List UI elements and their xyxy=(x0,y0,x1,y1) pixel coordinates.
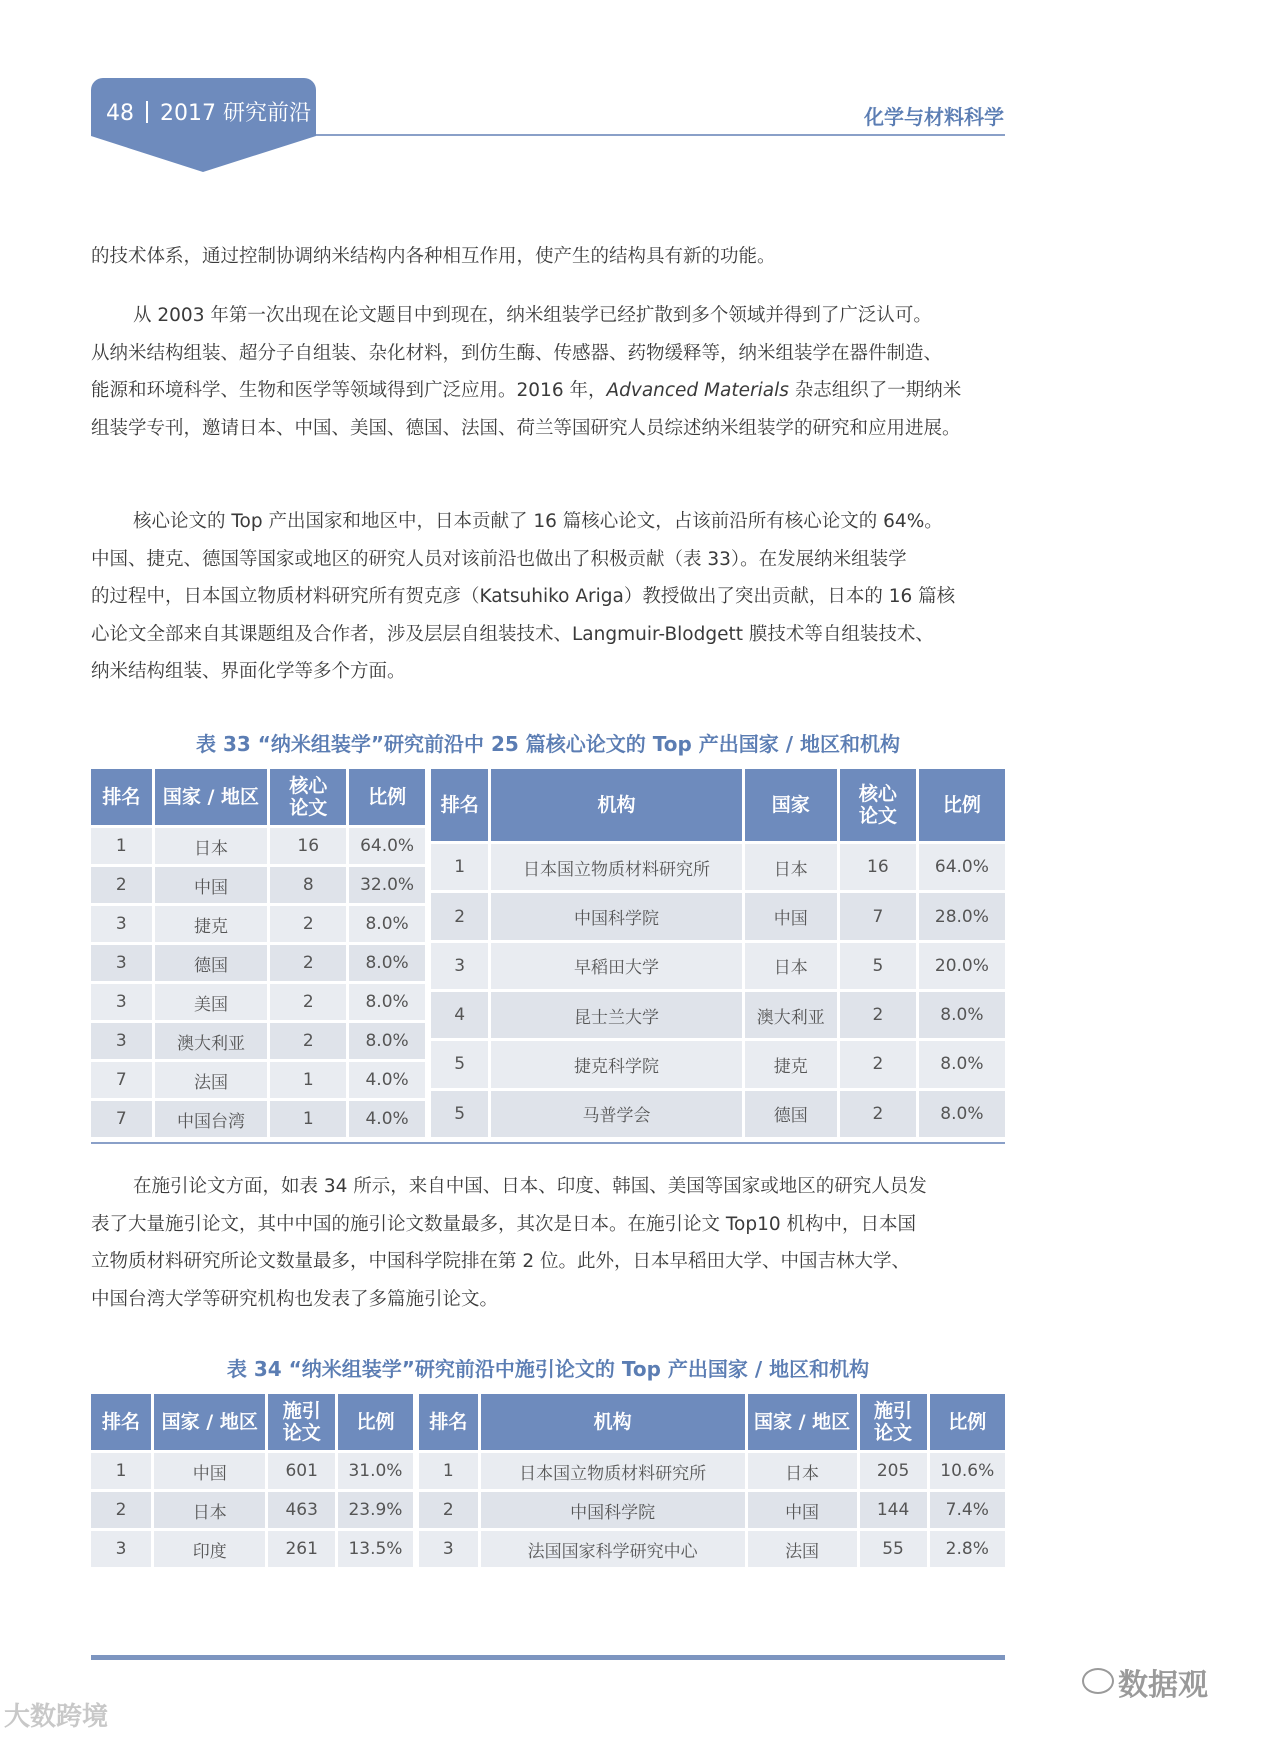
table-cell: 32.0% xyxy=(349,867,425,903)
table-row xyxy=(91,984,425,1020)
table-cell: 601 xyxy=(268,1453,334,1489)
table-row xyxy=(431,1041,1005,1087)
table-row xyxy=(91,945,425,981)
table-cell: 3 xyxy=(431,943,488,989)
text-line: 从 2003 年第一次出现在论文题目中到现在，纳米组装学已经扩散到多个领域并得到了广泛认可。 xyxy=(133,305,932,326)
table-cell: 3 xyxy=(91,945,152,981)
table-cell: 2 xyxy=(270,945,346,981)
column-header: 比例 xyxy=(930,1394,1005,1450)
page-number: 48 xyxy=(106,101,134,126)
column-header: 国家 xyxy=(745,769,837,841)
table-header-row xyxy=(419,1394,1005,1450)
table-33 xyxy=(88,766,1008,1140)
table-cell: 20.0% xyxy=(919,943,1005,989)
table-cell: 中国科学院 xyxy=(491,893,741,939)
watermark-left: 大数跨境 xyxy=(4,1702,109,1732)
table-cell: 5 xyxy=(840,943,916,989)
table-33-institutions xyxy=(428,766,1008,1140)
table-cell: 2 xyxy=(431,893,488,939)
table-cell: 8.0% xyxy=(349,906,425,942)
table-row xyxy=(91,906,425,942)
table-33-countries xyxy=(88,766,428,1140)
table-row xyxy=(431,943,1005,989)
table-cell: 捷克 xyxy=(745,1041,837,1087)
text-line: 立物质材料研究所论文数量最多，中国科学院排在第 2 位。此外，日本早稻田大学、中国吉林大学、 xyxy=(91,1251,911,1272)
paragraph-1 xyxy=(91,238,1005,276)
table-row xyxy=(91,1492,413,1528)
table-row xyxy=(91,867,425,903)
text-run: 杂志组织了一期纳米 xyxy=(788,380,962,401)
column-header: 排名 xyxy=(91,769,152,825)
table-cell: 205 xyxy=(860,1453,927,1489)
table-cell: 3 xyxy=(91,984,152,1020)
table-row xyxy=(419,1531,1005,1567)
table-34-institutions xyxy=(416,1391,1008,1570)
table-cell: 13.5% xyxy=(338,1531,413,1567)
table-cell: 4.0% xyxy=(349,1101,425,1137)
table-cell: 澳大利亚 xyxy=(745,992,837,1038)
table-cell: 8.0% xyxy=(349,1023,425,1059)
text-line: 组装学专刊，邀请日本、中国、美国、德国、法国、荷兰等国研究人员综述纳米组装学的研究和应用进展。 xyxy=(91,417,961,439)
table-cell: 8.0% xyxy=(349,984,425,1020)
table-cell: 印度 xyxy=(154,1531,265,1567)
table-cell: 3 xyxy=(91,1023,152,1059)
table-34 xyxy=(88,1391,1008,1570)
table-33-caption: 表 33 “纳米组装学”研究前沿中 25 篇核心论文的 Top 产出国家 / 地区和机构 xyxy=(195,732,900,756)
table-cell: 日本 xyxy=(748,1453,857,1489)
table-cell: 早稻田大学 xyxy=(491,943,741,989)
table-cell: 4.0% xyxy=(349,1062,425,1098)
column-header: 施引 论文 xyxy=(860,1394,927,1450)
text-line: 表了大量施引论文，其中中国的施引论文数量最多，其次是日本。在施引论文 Top10 机构中，日本国 xyxy=(91,1213,917,1235)
table-cell: 德国 xyxy=(745,1091,837,1137)
table-cell: 3 xyxy=(419,1531,478,1567)
text-line: 心论文全部来自其课题组及合作者，涉及层层自组装技术、Langmuir-Blodgett 膜技术等自组装技术、 xyxy=(91,623,934,645)
table-header-row xyxy=(431,769,1005,841)
table-row xyxy=(419,1453,1005,1489)
column-header: 比例 xyxy=(919,769,1005,841)
text-line: 纳米结构组装、界面化学等多个方面。 xyxy=(91,661,406,682)
table-cell: 澳大利亚 xyxy=(155,1023,268,1059)
table-cell: 64.0% xyxy=(349,828,425,864)
table-cell: 3 xyxy=(91,906,152,942)
table-row xyxy=(91,828,425,864)
table-cell: 261 xyxy=(268,1531,334,1567)
table-cell: 捷克科学院 xyxy=(491,1041,741,1087)
text-line: 从纳米结构组装、超分子自组装、杂化材料，到仿生酶、传感器、药物缓释等，纳米组装学在器件制造、 xyxy=(91,342,943,364)
table-cell: 2 xyxy=(840,1041,916,1087)
table-cell: 4 xyxy=(431,992,488,1038)
table-cell: 2 xyxy=(840,992,916,1038)
table-cell: 捷克 xyxy=(155,906,268,942)
column-header: 比例 xyxy=(349,769,425,825)
table-cell: 1 xyxy=(419,1453,478,1489)
table-cell: 1 xyxy=(91,828,152,864)
text-line xyxy=(91,372,1005,410)
journal-name: Advanced Materials xyxy=(606,380,789,401)
header-rule xyxy=(316,134,1005,136)
table-row xyxy=(419,1492,1005,1528)
column-header: 国家 / 地区 xyxy=(748,1394,857,1450)
table-cell: 16 xyxy=(840,844,916,890)
table-cell: 144 xyxy=(860,1492,927,1528)
column-header: 国家 / 地区 xyxy=(155,769,268,825)
table-cell: 法国国家科学研究中心 xyxy=(481,1531,745,1567)
table-cell: 日本国立物质材料研究所 xyxy=(491,844,741,890)
column-header: 机构 xyxy=(491,769,741,841)
table-row xyxy=(91,1531,413,1567)
table-row xyxy=(91,1453,413,1489)
table-row xyxy=(91,1023,425,1059)
table-cell: 2 xyxy=(270,1023,346,1059)
text-line: 在施引论文方面，如表 34 所示，来自中国、日本、印度、韩国、美国等国家或地区的研究人员发 xyxy=(133,1176,927,1197)
column-header: 核心 论文 xyxy=(840,769,916,841)
column-header: 机构 xyxy=(481,1394,745,1450)
table-cell: 2 xyxy=(91,867,152,903)
paragraph-2 xyxy=(91,297,1005,447)
table-cell: 8.0% xyxy=(919,1091,1005,1137)
table-cell: 法国 xyxy=(748,1531,857,1567)
table-cell: 2 xyxy=(270,906,346,942)
header-tab-point xyxy=(91,136,316,172)
wechat-icon xyxy=(1082,1668,1114,1694)
text-run: 能源和环境科学、生物和医学等领域得到广泛应用。2016 年， xyxy=(91,380,607,401)
table-cell: 1 xyxy=(270,1101,346,1137)
table-header-row xyxy=(91,769,425,825)
table-cell: 2 xyxy=(419,1492,478,1528)
column-header: 国家 / 地区 xyxy=(154,1394,265,1450)
table-cell: 8.0% xyxy=(919,992,1005,1038)
table-header-row xyxy=(91,1394,413,1450)
table-cell: 美国 xyxy=(155,984,268,1020)
table-cell: 日本 xyxy=(155,828,268,864)
table-cell: 55 xyxy=(860,1531,927,1567)
column-header: 排名 xyxy=(431,769,488,841)
table-row xyxy=(431,844,1005,890)
table-cell: 2 xyxy=(270,984,346,1020)
table-row xyxy=(91,1101,425,1137)
table-cell: 5 xyxy=(431,1041,488,1087)
text-line: 核心论文的 Top 产出国家和地区中，日本贡献了 16 篇核心论文，占该前沿所有核心论文的 64%。 xyxy=(133,511,943,532)
column-header: 排名 xyxy=(91,1394,151,1450)
table-34-countries xyxy=(88,1391,416,1570)
table-cell: 8 xyxy=(270,867,346,903)
table-cell: 日本国立物质材料研究所 xyxy=(481,1453,745,1489)
table-cell: 1 xyxy=(91,1453,151,1489)
table-row xyxy=(431,1091,1005,1137)
text-line: 中国台湾大学等研究机构也发表了多篇施引论文。 xyxy=(91,1288,499,1310)
table-cell: 日本 xyxy=(745,943,837,989)
paragraph-3 xyxy=(91,503,1005,691)
text-line: 中国、捷克、德国等国家或地区的研究人员对该前沿也做出了积极贡献（表 33）。在发展纳米组装学 xyxy=(91,548,907,570)
table-cell: 法国 xyxy=(155,1062,268,1098)
section-title: 化学与材料科学 xyxy=(864,105,1004,129)
table-cell: 中国 xyxy=(748,1492,857,1528)
table-cell: 德国 xyxy=(155,945,268,981)
report-title: 2017 研究前沿 xyxy=(160,101,311,126)
table-row xyxy=(91,1062,425,1098)
column-header: 排名 xyxy=(419,1394,478,1450)
table-cell: 64.0% xyxy=(919,844,1005,890)
table-cell: 463 xyxy=(268,1492,334,1528)
column-header: 施引 论文 xyxy=(268,1394,334,1450)
table-cell: 2.8% xyxy=(930,1531,1005,1567)
table-cell: 2 xyxy=(840,1091,916,1137)
table-34-caption: 表 34 “纳米组装学”研究前沿中施引论文的 Top 产出国家 / 地区和机构 xyxy=(226,1357,870,1381)
table-cell: 31.0% xyxy=(338,1453,413,1489)
table-cell: 中国科学院 xyxy=(481,1492,745,1528)
table-cell: 8.0% xyxy=(919,1041,1005,1087)
table-cell: 5 xyxy=(431,1091,488,1137)
table-33-bottom-rule xyxy=(91,1142,1005,1144)
table-cell: 7 xyxy=(91,1062,152,1098)
table-row xyxy=(431,893,1005,939)
table-cell: 日本 xyxy=(745,844,837,890)
paragraph-4 xyxy=(91,1168,1005,1318)
column-header: 核心 论文 xyxy=(270,769,346,825)
table-cell: 中国 xyxy=(155,867,268,903)
table-cell: 16 xyxy=(270,828,346,864)
table-cell: 3 xyxy=(91,1531,151,1567)
table-cell: 8.0% xyxy=(349,945,425,981)
table-cell: 23.9% xyxy=(338,1492,413,1528)
text-line: 的过程中，日本国立物质材料研究所有贺克彦（Katsuhiko Ariga）教授做出了突出贡献，日本的 16 篇核 xyxy=(91,586,956,607)
table-cell: 中国 xyxy=(745,893,837,939)
table-cell: 28.0% xyxy=(919,893,1005,939)
table-cell: 10.6% xyxy=(930,1453,1005,1489)
table-cell: 马普学会 xyxy=(491,1091,741,1137)
table-cell: 2 xyxy=(91,1492,151,1528)
table-cell: 中国台湾 xyxy=(155,1101,268,1137)
table-row xyxy=(431,992,1005,1038)
footer-rule xyxy=(91,1655,1005,1660)
table-cell: 7.4% xyxy=(930,1492,1005,1528)
table-cell: 日本 xyxy=(154,1492,265,1528)
watermark-right: 数据观 xyxy=(1118,1668,1208,1703)
table-cell: 昆士兰大学 xyxy=(491,992,741,1038)
table-cell: 1 xyxy=(270,1062,346,1098)
table-cell: 7 xyxy=(91,1101,152,1137)
text-line: 的技术体系，通过控制协调纳米结构内各种相互作用，使产生的结构具有新的功能。 xyxy=(91,246,776,267)
column-header: 比例 xyxy=(338,1394,413,1450)
table-cell: 7 xyxy=(840,893,916,939)
table-cell: 1 xyxy=(431,844,488,890)
header-separator xyxy=(146,101,148,123)
table-cell: 中国 xyxy=(154,1453,265,1489)
header-title xyxy=(106,96,311,127)
